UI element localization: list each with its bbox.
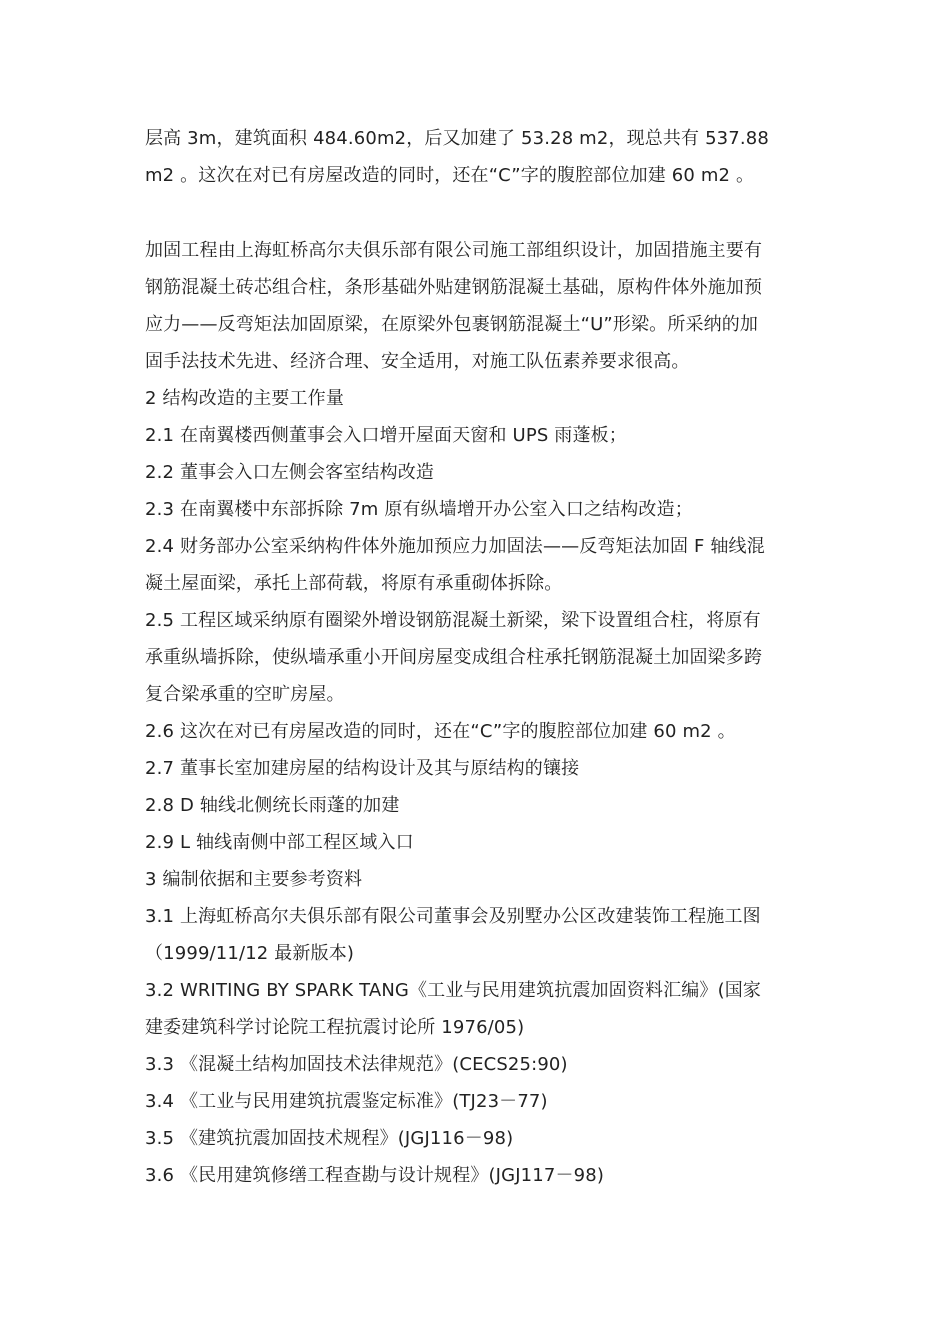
text-line: 承重纵墙拆除，使纵墙承重小开间房屋变成组合柱承托钢筋混凝土加固梁多跨	[145, 647, 763, 668]
text-line: 2.2 董事会入口左侧会客室结构改造	[145, 462, 435, 483]
text-line: 2.7 董事长室加建房屋的结构设计及其与原结构的镶接	[145, 758, 580, 779]
text-line: 2.1 在南翼楼西侧董事会入口增开屋面天窗和 UPS 雨蓬板；	[145, 425, 627, 446]
document-body	[145, 120, 810, 1194]
text-line: 3.1 上海虹桥高尔夫俱乐部有限公司董事会及别墅办公区改建装饰工程施工图	[145, 906, 761, 927]
text-line: 3.2 WRITING BY SPARK TANG《工业与民用建筑抗震加固资料汇编》(国家	[145, 980, 762, 1001]
text-line: 固手法技术先进、经济合理、安全适用，对施工队伍素养要求很高。	[145, 351, 690, 372]
text-line: 3.5 《建筑抗震加固技术规程》(JGJ116－98)	[145, 1128, 514, 1149]
text-line: 复合梁承重的空旷房屋。	[145, 684, 345, 705]
text-line: 2.3 在南翼楼中东部拆除 7m 原有纵墙增开办公室入口之结构改造；	[145, 499, 693, 520]
text-line: 2.8 D 轴线北侧统长雨蓬的加建	[145, 795, 400, 816]
text-line: 凝土屋面梁，承托上部荷载，将原有承重砌体拆除。	[145, 573, 563, 594]
text-line: 2.6 这次在对已有房屋改造的同时，还在“C”字的腹腔部位加建 60 m2 。	[145, 721, 736, 742]
text-line: 2.5 工程区域采纳原有圈梁外增设钢筋混凝土新梁，梁下设置组合柱，将原有	[145, 610, 761, 631]
paragraph-gap	[145, 194, 810, 232]
text-line: 钢筋混凝土砖芯组合柱，条形基础外贴建钢筋混凝土基础，原构件体外施加预	[145, 277, 763, 298]
text-line: （1999/11/12 最新版本)	[145, 943, 355, 964]
text-line: 3.4 《工业与民用建筑抗震鉴定标准》(TJ23－77)	[145, 1091, 548, 1112]
section-heading: 3 编制依据和主要参考资料	[145, 869, 363, 890]
text-line: 加固工程由上海虹桥高尔夫俱乐部有限公司施工部组织设计，加固措施主要有	[145, 240, 763, 261]
text-line: 层高 3m，建筑面积 484.60m2，后又加建了 53.28 m2，现总共有 537.88	[145, 128, 769, 149]
text-line: 2.4 财务部办公室采纳构件体外施加预应力加固法——反弯矩法加固 F 轴线混	[145, 536, 765, 557]
text-line: 应力——反弯矩法加固原梁，在原梁外包裹钢筋混凝土“U”形梁。所采纳的加	[145, 314, 759, 335]
section-heading: 2 结构改造的主要工作量	[145, 388, 344, 409]
text-line: m2 。这次在对已有房屋改造的同时，还在“C”字的腹腔部位加建 60 m2 。	[145, 165, 755, 186]
text-line: 2.9 L 轴线南侧中部工程区域入口	[145, 832, 414, 853]
text-line: 建委建筑科学讨论院工程抗震讨论所 1976/05)	[145, 1017, 525, 1038]
text-line: 3.6 《民用建筑修缮工程查勘与设计规程》(JGJ117－98)	[145, 1165, 605, 1186]
text-line: 3.3 《混凝土结构加固技术法律规范》(CECS25:90)	[145, 1054, 568, 1075]
